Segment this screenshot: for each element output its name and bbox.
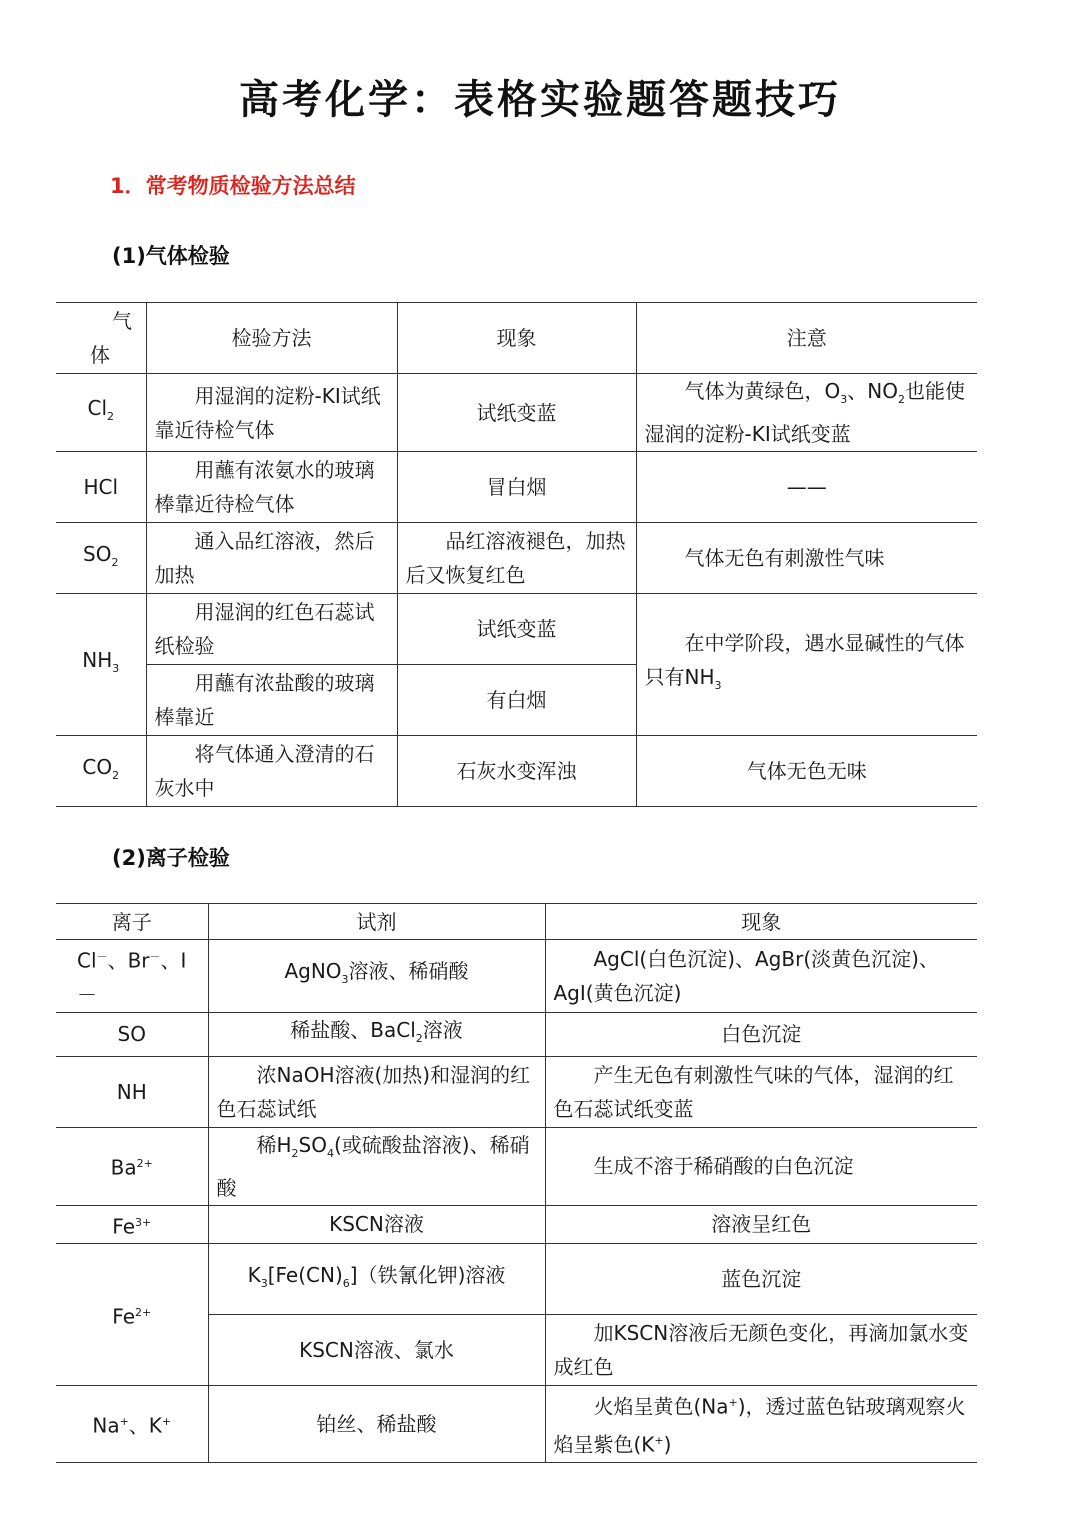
ion-cell: Na+、K+	[56, 1386, 208, 1462]
note-cell: 气体无色无味	[636, 736, 977, 807]
method-cell: 通入品红溶液，然后加热	[146, 523, 397, 594]
table-row	[56, 1056, 977, 1127]
table-row	[56, 523, 977, 594]
note-cell: ——	[636, 452, 977, 523]
gas-test-table	[56, 302, 977, 807]
reagent-cell: 稀盐酸、BaCl$_2$溶液	[208, 1012, 545, 1056]
note-cell: 气体为黄绿色，$O_3$、$NO_2$也能使湿润的淀粉-KI试纸变蓝	[636, 374, 977, 452]
table-row	[56, 940, 977, 1013]
reagent-cell: 铂丝、稀盐酸	[208, 1386, 545, 1462]
phenomenon-cell: 试纸变蓝	[397, 374, 636, 452]
reagent-cell: KSCN溶液	[208, 1205, 545, 1244]
page-title: 高考化学：表格实验题答题技巧	[239, 77, 841, 123]
method-column-header: 检验方法	[146, 303, 397, 374]
ion-cell: $Fe^{2+}$	[56, 1244, 208, 1386]
table-row	[56, 1244, 977, 1315]
reagent-cell: AgNO$_3$溶液、稀硝酸	[208, 940, 545, 1013]
ion-test-table	[56, 903, 977, 1463]
section-heading: 1．常考物质检验方法总结	[110, 174, 356, 198]
gas-name: $CO_2$	[56, 736, 146, 807]
reagent-cell: 稀$H_2SO_4$(或硫酸盐溶液)、稀硝酸	[208, 1127, 545, 1205]
phenomenon-cell: 火焰呈黄色(Na+)，透过蓝色钴玻璃观察火焰呈紫色(K+)	[545, 1386, 977, 1462]
ion-column-header: 离子	[56, 904, 208, 940]
phenomenon-cell: 蓝色沉淀	[545, 1244, 977, 1315]
method-cell: 用湿润的淀粉-KI试纸靠近待检气体	[146, 374, 397, 452]
ion-cell: NH	[56, 1056, 208, 1127]
reagent-cell: $K_3[Fe(CN)_6]$（铁氰化钾)溶液	[208, 1244, 545, 1315]
method-cell: 用蘸有浓氨水的玻璃棒靠近待检气体	[146, 452, 397, 523]
gas-name: $NH_3$	[56, 594, 146, 736]
table-row	[56, 1127, 977, 1205]
table-row	[56, 1012, 977, 1056]
gas-test-heading: (1)气体检验	[112, 244, 230, 268]
phenomenon-cell: 品红溶液褪色，加热后又恢复红色	[397, 523, 636, 594]
phenomenon-cell: 白色沉淀	[545, 1012, 977, 1056]
phenomenon-column-header: 现象	[545, 904, 977, 940]
gas-name: $SO_2$	[56, 523, 146, 594]
phenomenon-cell: 产生无色有刺激性气味的气体，湿润的红色石蕊试纸变蓝	[545, 1056, 977, 1127]
ion-cell: Cl－、Br－、I －	[56, 940, 208, 1013]
ion-cell: SO	[56, 1012, 208, 1056]
phenomenon-cell: 试纸变蓝	[397, 594, 636, 665]
note-cell: 在中学阶段，遇水显碱性的气体只有$NH_3$	[636, 594, 977, 736]
phenomenon-cell: AgCl(白色沉淀)、AgBr(淡黄色沉淀)、AgI(黄色沉淀)	[545, 940, 977, 1013]
phenomenon-cell: 石灰水变浑浊	[397, 736, 636, 807]
reagent-column-header: 试剂	[208, 904, 545, 940]
reagent-cell: 浓NaOH溶液(加热)和湿润的红色石蕊试纸	[208, 1056, 545, 1127]
ion-cell: $Fe^{3+}$	[56, 1205, 208, 1244]
phenomenon-cell: 加KSCN溶液后无颜色变化，再滴加氯水变成红色	[545, 1315, 977, 1386]
table-row	[56, 1386, 977, 1462]
phenomenon-column-header: 现象	[397, 303, 636, 374]
phenomenon-cell: 生成不溶于稀硝酸的白色沉淀	[545, 1127, 977, 1205]
phenomenon-cell: 溶液呈红色	[545, 1205, 977, 1244]
gas-name: HCl	[56, 452, 146, 523]
gas-name: $Cl_2$	[56, 374, 146, 452]
table-header-row	[56, 303, 977, 374]
table-row	[56, 452, 977, 523]
phenomenon-cell: 冒白烟	[397, 452, 636, 523]
note-cell: 气体无色有刺激性气味	[636, 523, 977, 594]
table-row	[56, 374, 977, 452]
method-cell: 用湿润的红色石蕊试纸检验	[146, 594, 397, 665]
gas-column-header: 气 体	[56, 303, 146, 374]
table-row	[56, 594, 977, 665]
ion-cell: $Ba^{2+}$	[56, 1127, 208, 1205]
method-cell: 将气体通入澄清的石灰水中	[146, 736, 397, 807]
note-column-header: 注意	[636, 303, 977, 374]
table-header-row	[56, 904, 977, 940]
reagent-cell: KSCN溶液、氯水	[208, 1315, 545, 1386]
ion-test-heading: (2)离子检验	[112, 846, 230, 870]
phenomenon-cell: 有白烟	[397, 665, 636, 736]
table-row	[56, 736, 977, 807]
method-cell: 用蘸有浓盐酸的玻璃棒靠近	[146, 665, 397, 736]
table-row	[56, 1205, 977, 1244]
